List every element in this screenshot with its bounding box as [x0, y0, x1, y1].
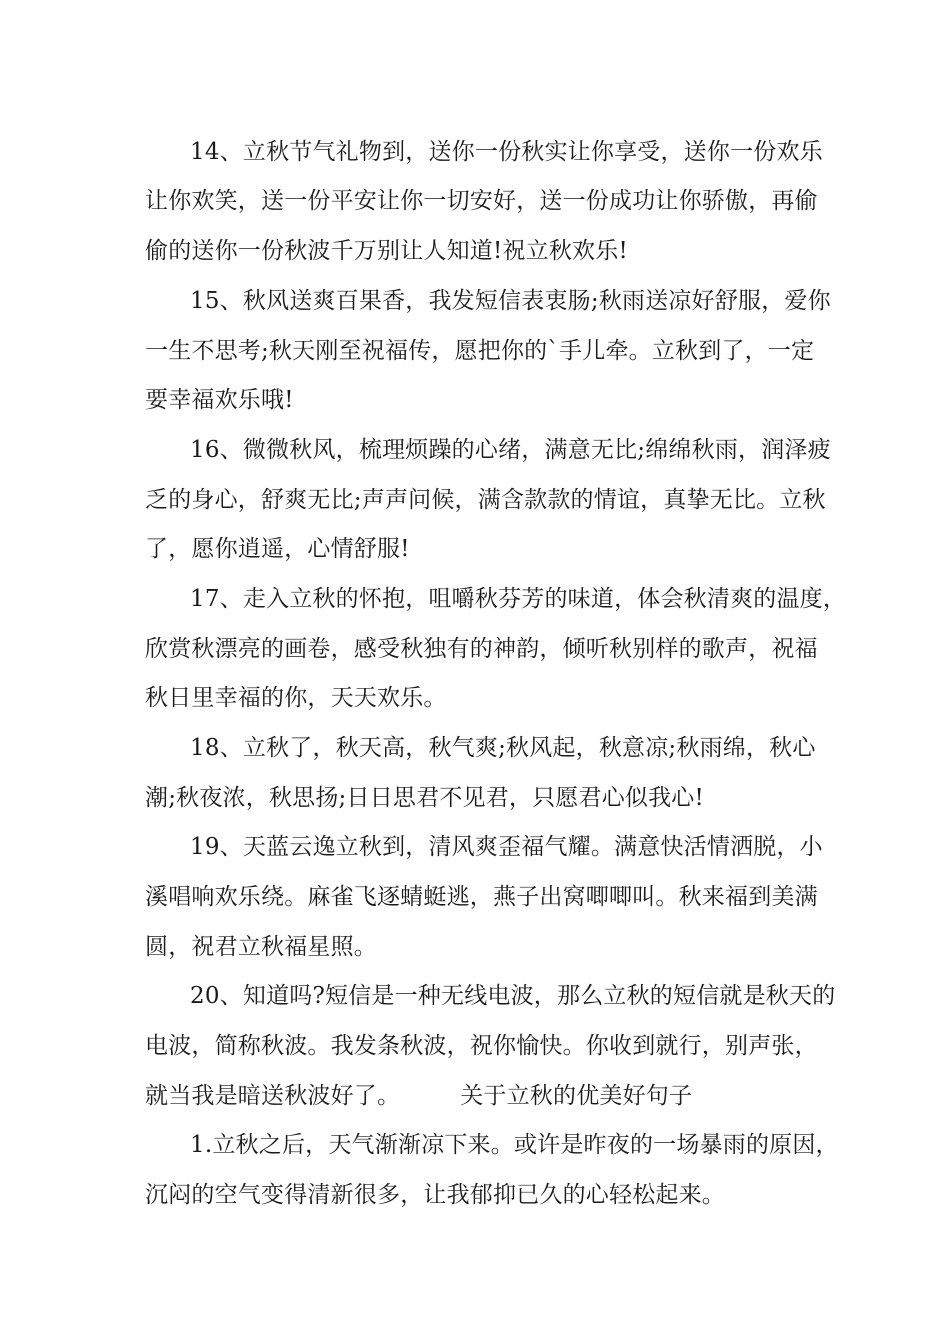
paragraph-15-line-3: 要幸福欢乐哦! — [145, 387, 294, 413]
paragraph-14-line-3: 偷的送你一份秋波千万别让人知道!祝立秋欢乐! — [145, 238, 628, 264]
paragraph-15-line-2: 一生不思考;秋天刚至祝福传，愿把你的`手儿牵。立秋到了，一定 — [145, 338, 815, 364]
paragraph-19-line-3: 圆，祝君立秋福星照。 — [145, 934, 377, 960]
paragraph-19-line-1: 19、天蓝云逸立秋到，清风爽歪福气耀。满意快活情洒脱，小 — [190, 834, 823, 860]
paragraph-16-line-1: 16、微微秋风，梳理烦躁的心绪，满意无比;绵绵秋雨，润泽疲 — [190, 437, 831, 463]
paragraph-17-line-3: 秋日里幸福的你，天天欢乐。 — [145, 685, 447, 711]
paragraph-16-line-2: 乏的身心，舒爽无比;声声问候，满含款款的情谊，真挚无比。立秋 — [145, 487, 826, 513]
paragraph-20-line-3 — [145, 1081, 692, 1111]
paragraph-20-line-3-text: 就当我是暗送秋波好了。 — [145, 1083, 401, 1109]
section-heading: 关于立秋的优美好句子 — [460, 1083, 693, 1109]
paragraph-14-line-1: 14、立秋节气礼物到，送你一份秋实让你享受，送你一份欢乐 — [190, 139, 823, 165]
item-1-line-1: 1.立秋之后，天气渐渐凉下来。或许是昨夜的一场暴雨的原因， — [190, 1132, 839, 1158]
paragraph-19-line-2: 溪唱响欢乐绕。麻雀飞逐蜻蜓逃，燕子出窝唧唧叫。秋来福到美满 — [145, 884, 818, 910]
paragraph-17-line-1: 17、走入立秋的怀抱，咀嚼秋芬芳的味道，体会秋清爽的温度， — [190, 586, 847, 612]
paragraph-16-line-3: 了，愿你逍遥，心情舒服! — [145, 536, 410, 562]
paragraph-20-line-2: 电波，简称秋波。我发条秋波，祝你愉快。你收到就行，别声张， — [145, 1033, 818, 1059]
paragraph-14-line-2: 让你欢笑，送一份平安让你一切安好，送一份成功让你骄傲，再偷 — [145, 188, 818, 214]
paragraph-20-line-1: 20、知道吗?短信是一种无线电波，那么立秋的短信就是秋天的 — [190, 983, 836, 1009]
paragraph-15-line-1: 15、秋风送爽百果香，我发短信表衷肠;秋雨送凉好舒服，爱你 — [190, 288, 831, 314]
paragraph-18-line-2: 潮;秋夜浓，秋思扬;日日思君不见君，只愿君心似我心! — [145, 785, 704, 811]
paragraph-18-line-1: 18、立秋了，秋天高，秋气爽;秋风起，秋意凉;秋雨绵，秋心 — [190, 735, 816, 761]
item-1-line-2: 沉闷的空气变得清新很多，让我郁抑已久的心轻松起来。 — [145, 1182, 725, 1208]
paragraph-17-line-2: 欣赏秋漂亮的画卷，感受秋独有的神韵，倾听秋别样的歌声，祝福 — [145, 636, 818, 662]
